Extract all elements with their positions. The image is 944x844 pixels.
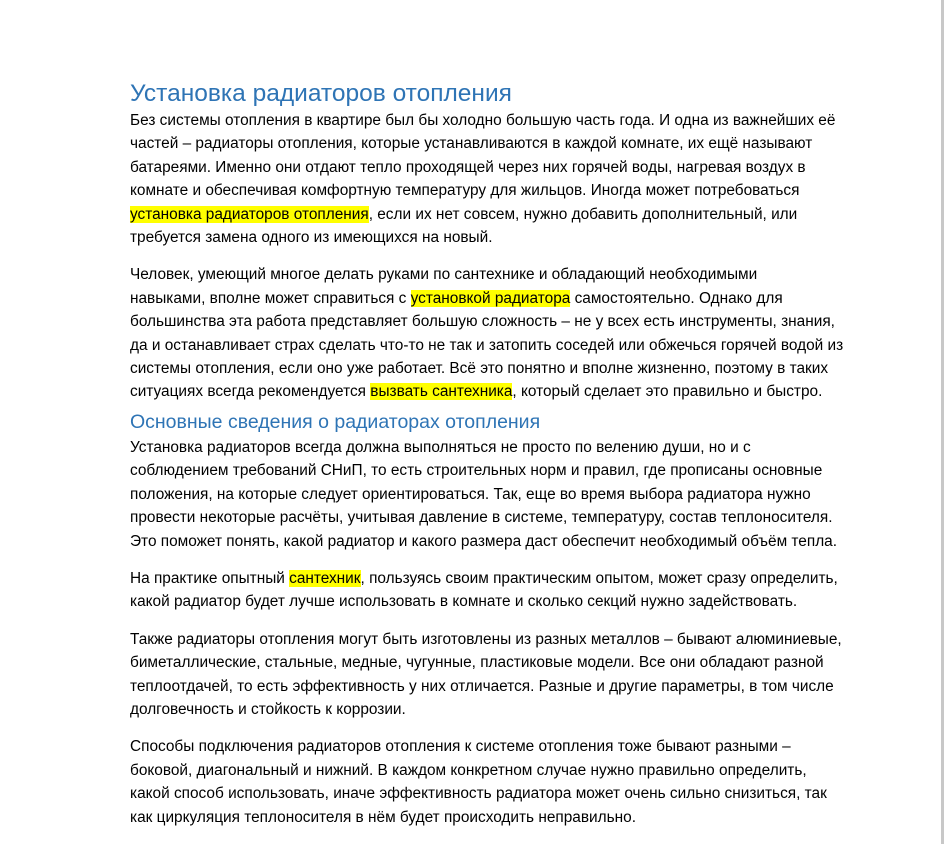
highlight-vyzvat-santehnika: вызвать сантехника (370, 383, 513, 401)
paragraph-intro: Без системы отопления в квартире был бы холодно большую часть года. И одна из важнейших её частей – радиаторы отопления, которые устанавливаются в каждой комнате, их ещё называют батареями. Именно они отдают тепло проходящей через них горячей воды, нагревая воздух в комнате и обеспечивая комфортную температуру для жильцов. Иногда может потребоваться установка радиаторов отопления, если их нет совсем, нужно добавить дополнительный, или требуется замена одного из имеющихся на новый. (130, 112, 836, 247)
document-body (130, 78, 882, 843)
highlight-santehnik: сантехник (289, 569, 361, 587)
paragraph-connection: Способы подключения радиаторов отопления к системе отопления тоже бывают разными – боковой, диагональный и нижний. В каждом конкретном случае нужно правильно определить, какой способ использовать, иначе эффективность радиатора может очень сильно снизиться, так как циркуляция теплоносителя в нём будет происходить неправильно. (130, 738, 827, 826)
highlight-ustanovka-radiatorov: установка радиаторов отопления (130, 205, 369, 223)
paragraph-practice: На практике опытный сантехник, пользуясь своим практическим опытом, может сразу определить, какой радиатор будет лучше использовать в комнате и сколько секций нужно задействовать. (130, 569, 838, 611)
section-heading: Основные сведения о радиаторах отопления (130, 410, 541, 433)
paragraph-metals: Также радиаторы отопления могут быть изготовлены из разных металлов – бывают алюминиевые, биметаллические, стальные, медные, чугунные, пластиковые модели. Все они обладают разной теплоотдачей, то есть эффективность у них отличается. Разные и другие параметры, в том числе долговечность и стойкость к коррозии. (130, 630, 842, 718)
highlight-ustanovkoy-radiatora: установкой радиатора (410, 289, 571, 307)
paragraph-self-install: Человек, умеющий многое делать руками по сантехнике и обладающий необходимыми навыками, вполне может справиться с установкой радиатора самостоятельно. Однако для большинства эта работа представляет большую сложность – не у всех есть инструменты, знания, да и останавливает страх сделать что-то не так и затопить соседей или обжечься горячей водой из системы отопления, если оно уже работает. Всё это понятно и вполне жизненно, поэтому в таких ситуациях всегда рекомендуется вызвать сантехника, который сделает это правильно и быстро. (130, 266, 844, 401)
paragraph-snip: Установка радиаторов всегда должна выполняться не просто по велению души, но и с соблюдением требований СНиП, то есть строительных норм и правил, где прописаны основные положения, на которые следует ориентироваться. Так, еще во время выбора радиатора нужно провести некоторые расчёты, учитывая давление в системе, температуру, состав теплоносителя. Это поможет понять, какой радиатор и какого размера даст обеспечит необходимый объём тепла. (130, 438, 838, 550)
document-title: Установка радиаторов отопления (130, 80, 512, 107)
